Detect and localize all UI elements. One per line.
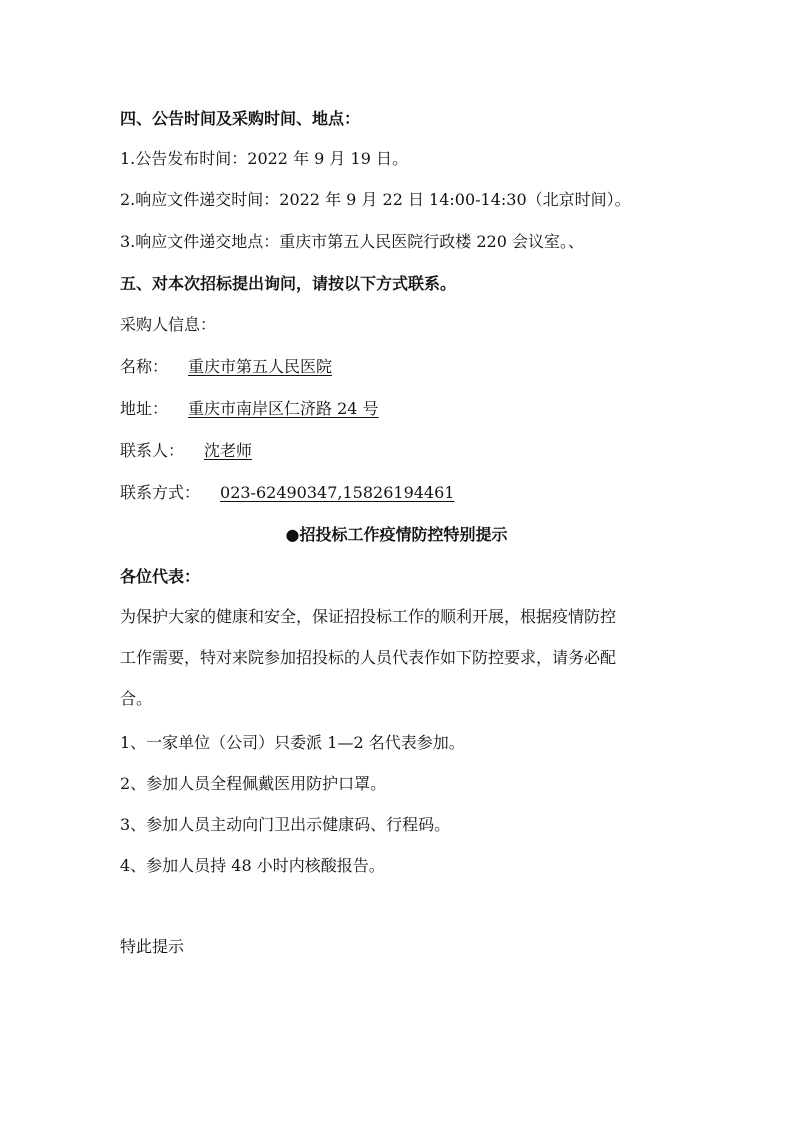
notice-title: ●招投标工作疫情防控特别提示 [285,525,508,544]
contact-value [184,441,252,460]
purchaser-name-row [120,356,332,378]
name-value-text: 重庆市第五人民医院 [188,357,333,376]
contact-value-text: 沈老师 [204,441,253,460]
address-label: 地址： [120,399,169,418]
name-value [168,357,332,376]
phone-label: 联系方式： [120,483,201,502]
submission-time: 2.响应文件递交时间：2022 年 9 月 22 日 14:00-14:30（北京时间）。 [120,190,631,209]
phone-value-text: 023-62490347,15826194461 [220,483,455,502]
notice-rule-1: 1、一家单位（公司）只委派 1—2 名代表参加。 [120,733,465,752]
contact-phone-row [120,482,454,504]
notice-rule-2: 2、参加人员全程佩戴医用防护口罩。 [120,774,387,793]
contact-person-row [120,440,252,462]
notice-salutation: 各位代表： [120,567,201,586]
section4-heading: 四、公告时间及采购时间、地点： [120,109,361,128]
address-value-text: 重庆市南岸区仁济路 24 号 [188,399,379,418]
purchaser-info-title: 采购人信息： [120,315,217,334]
announcement-date: 1.公告发布时间：2022 年 9 月 19 日。 [120,149,408,168]
address-value [168,399,379,418]
notice-closing: 特此提示 [120,937,185,956]
phone-value [200,483,454,502]
notice-rule-4: 4、参加人员持 48 小时内核酸报告。 [120,856,385,875]
notice-intro-line-2: 工作需要，特对来院参加招投标的人员代表作如下防控要求，请务必配 [120,648,617,667]
contact-label: 联系人： [120,441,185,460]
submission-location: 3.响应文件递交地点：重庆市第五人民医院行政楼 220 会议室。、 [120,232,584,251]
notice-rule-3: 3、参加人员主动向门卫出示健康码、行程码。 [120,815,451,834]
purchaser-address-row [120,398,379,420]
notice-intro-line-3: 合。 [120,689,153,708]
name-label: 名称： [120,357,169,376]
notice-intro-line-1: 为保护大家的健康和安全，保证招投标工作的顺利开展，根据疫情防控 [120,607,617,626]
section5-heading: 五、对本次招标提出询问，请按以下方式联系。 [120,274,457,293]
